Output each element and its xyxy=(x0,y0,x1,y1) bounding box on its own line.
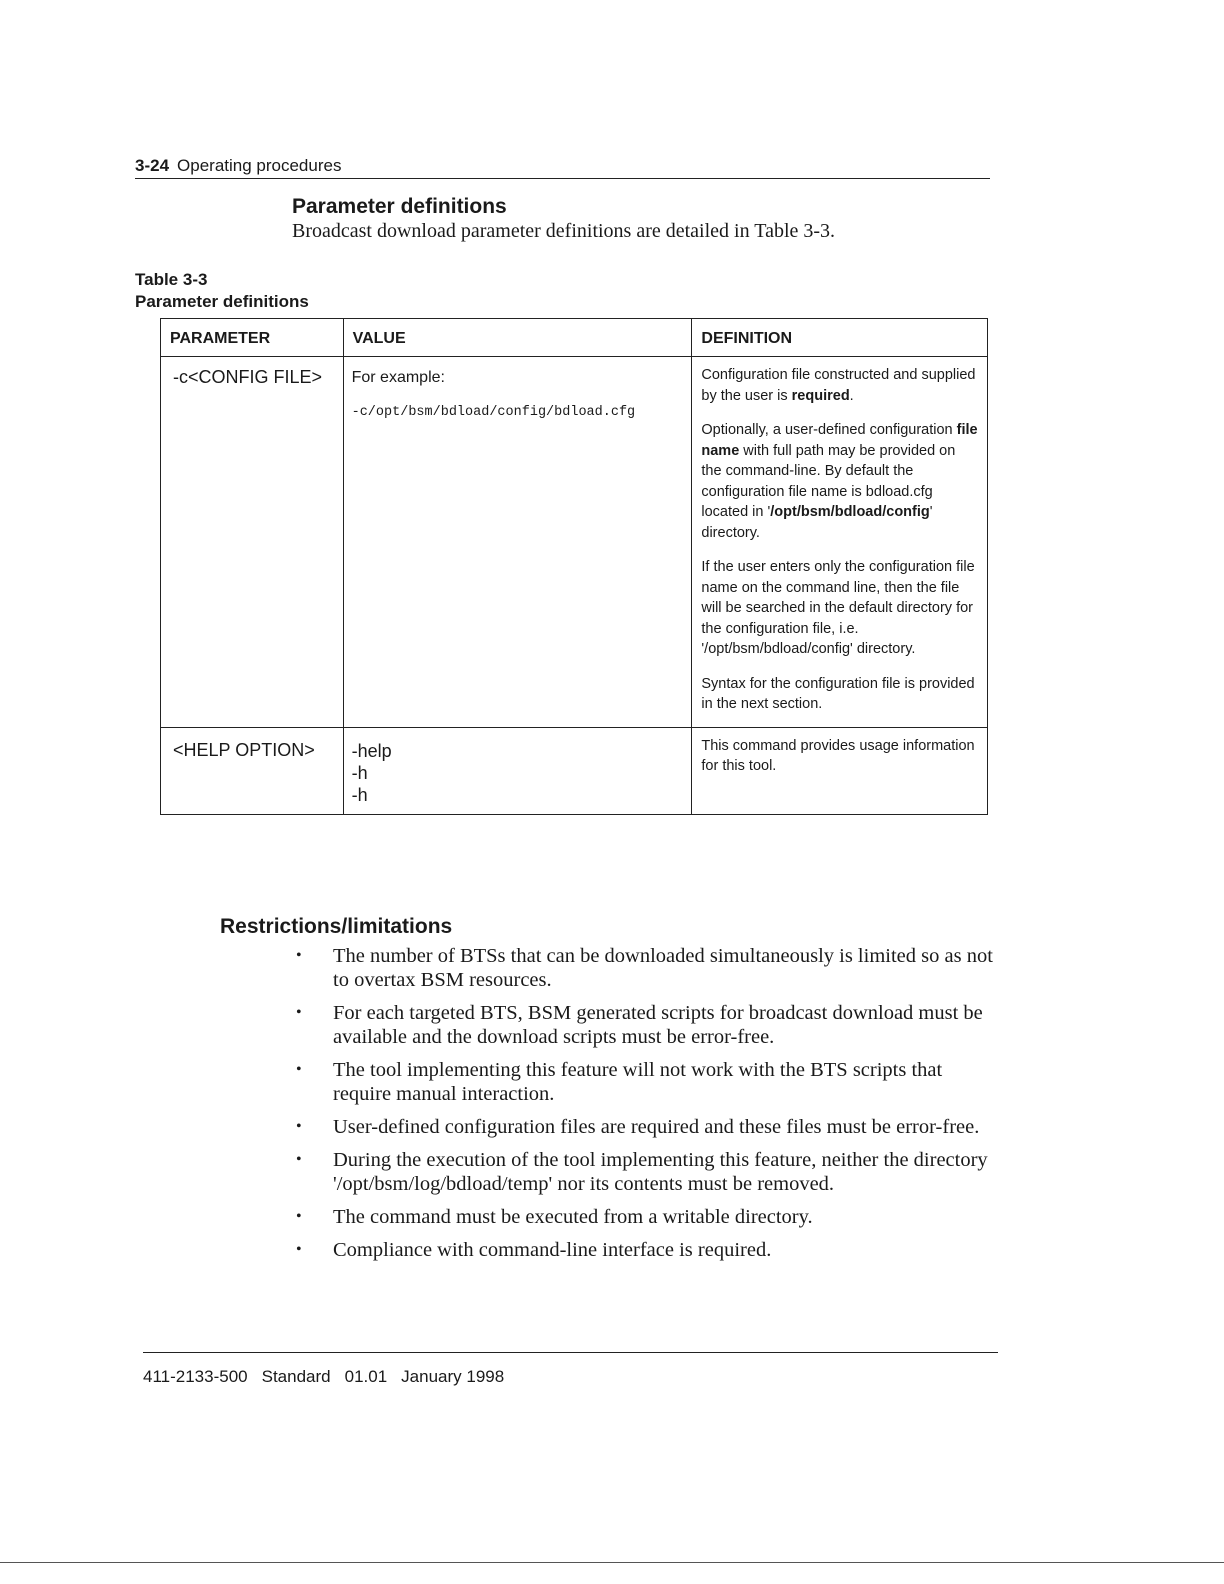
restrictions-heading: Restrictions/limitations xyxy=(220,915,453,938)
parameter-cell: <HELP OPTION> xyxy=(161,727,344,814)
section-title: Operating procedures xyxy=(177,156,342,175)
column-header-definition: DEFINITION xyxy=(692,319,988,357)
value-line: -h xyxy=(351,784,368,805)
definition-text: Configuration file constructed and supplied by the user is xyxy=(701,367,976,404)
definition-cell xyxy=(692,357,988,728)
list-item: • The command must be executed from a writable directory. xyxy=(296,1205,996,1229)
definition-text: ' directory. xyxy=(701,504,933,541)
list-item: • During the execution of the tool implementing this feature, neither the directory '/opt/bsm/log/bdload/temp' nor its contents must be removed. xyxy=(296,1148,996,1196)
definition-bold: file name xyxy=(701,422,978,459)
restrictions-list xyxy=(296,944,996,1271)
table-row xyxy=(161,727,988,814)
value-cell xyxy=(343,727,692,814)
column-header-value: VALUE xyxy=(343,319,692,357)
footer-rule xyxy=(143,1352,998,1353)
definition-text: . xyxy=(849,387,854,404)
page-number: 3-24 xyxy=(135,156,170,175)
parameter-table xyxy=(160,318,988,815)
table-label: Table 3-3 xyxy=(135,270,208,289)
parameter-definitions-intro: Broadcast download parameter definitions are detailed in Table 3-3. xyxy=(292,220,836,242)
bottom-edge-rule xyxy=(0,1562,1224,1563)
table-caption: Parameter definitions xyxy=(135,292,309,311)
table-header-row xyxy=(161,319,988,357)
value-line: -help xyxy=(351,740,392,761)
parameter-cell: -c<CONFIG FILE> xyxy=(161,357,344,728)
list-item: • User-defined configuration files are required and these files must be error-free. xyxy=(296,1115,996,1139)
definition-paragraph: Syntax for the configuration file is provided in the next section. xyxy=(701,675,975,712)
definition-text: Optionally, a user-defined configuration xyxy=(701,422,957,438)
doc-date: January 1998 xyxy=(401,1367,505,1386)
definition-paragraph xyxy=(701,420,979,543)
doc-status: Standard xyxy=(261,1367,331,1386)
list-item: • The tool implementing this feature will not work with the BTS scripts that require manual interaction. xyxy=(296,1058,996,1106)
definition-bold: required xyxy=(791,387,850,404)
list-item: • The number of BTSs that can be downloaded simultaneously is limited so as not to overtax BSM resources. xyxy=(296,944,996,992)
definition-bold: /opt/bsm/bdload/config xyxy=(770,504,930,520)
list-item: • For each targeted BTS, BSM generated scripts for broadcast download must be available and the download scripts must be error-free. xyxy=(296,1001,996,1049)
definition-paragraph: If the user enters only the configuration file name on the command line, then the file will be searched in the default directory for the configuration file, i.e. '/opt/bsm/bdload/config' directory. xyxy=(701,559,975,657)
doc-number: 411-2133-500 xyxy=(143,1367,248,1386)
page-footer xyxy=(143,1367,518,1387)
value-label: For example: xyxy=(351,369,445,386)
definition-cell: This command provides usage information for this tool. xyxy=(692,727,988,814)
value-example: -c/opt/bsm/bdload/config/bdload.cfg xyxy=(351,405,636,420)
page-header xyxy=(135,156,341,176)
value-cell xyxy=(343,357,692,728)
value-line: -h xyxy=(351,762,368,783)
header-rule xyxy=(135,178,990,179)
list-item: • Compliance with command-line interface is required. xyxy=(296,1238,996,1262)
definition-text: with full path may be provided on the command-line. By default the configuration file name is bdload.cfg located in ' xyxy=(701,442,956,520)
parameter-definitions-heading: Parameter definitions xyxy=(292,195,507,218)
column-header-parameter: PARAMETER xyxy=(161,319,344,357)
doc-release: 01.01 xyxy=(344,1367,388,1386)
definition-paragraph xyxy=(701,365,979,406)
table-row xyxy=(161,357,988,728)
